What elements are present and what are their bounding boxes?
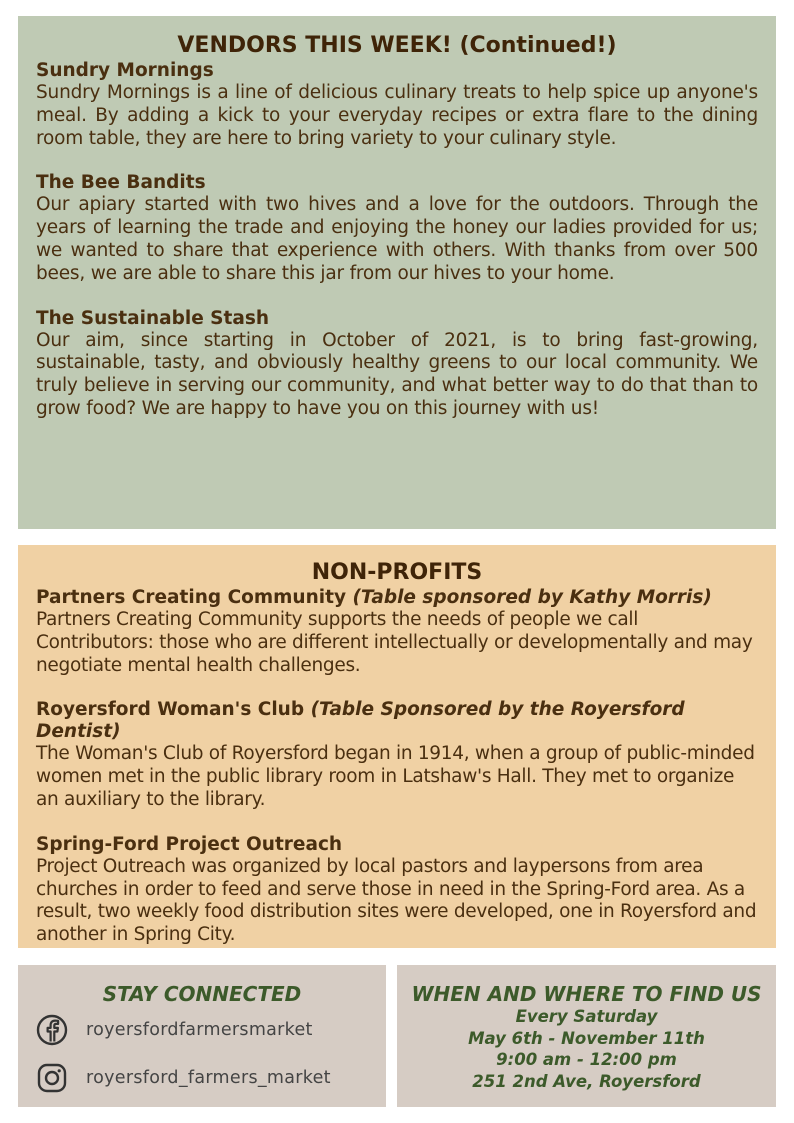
facebook-icon [36,1014,68,1046]
nonprofit-entry [36,699,758,811]
nonprofit-sponsor: (Table Sponsored by the Royersford Dentist) [36,699,685,743]
nonprofit-heading [36,699,758,743]
nonprofits-section [18,545,776,948]
vendor-description: Sundry Mornings is a line of delicious culinary treats to help spice up anyone's meal. By adding a kick to your everyday recipes or extra flare to the dining room table, they are here to bring variety to your culinary style. [36,82,758,149]
nonprofit-name: Spring-Ford Project Outreach [36,833,343,855]
instagram-handle: royersford_farmers_market [86,1068,331,1088]
nonprofit-entry [36,834,758,947]
market-hours: 9:00 am - 12:00 pm [496,1050,677,1069]
location-title: WHEN AND WHERE TO FIND US [411,982,762,1006]
vendor-description: Our apiary started with two hives and a love for the outdoors. Through the years of learning the trade and enjoying the honey our ladies provided for us; we wanted to share that experience with others. With thanks from over 500 bees, we are able to share this jar from our hives to your home. [36,194,758,284]
nonprofit-description: The Woman's Club of Royersford began in 1914, when a group of public-minded women met in the public library room in Latshaw's Hall. They met to organize an auxiliary to the library. [36,743,755,810]
nonprofit-heading [36,834,758,856]
nonprofit-description: Project Outreach was organized by local pastors and laypersons from area churches in order to feed and serve those in need in the Spring-Ford area. As a result, two weekly food distribution sites were developed, one in Royersford and another in Spring City. [36,855,757,946]
vendors-title: VENDORS THIS WEEK! (Continued!) [177,33,617,58]
vendor-name: Sundry Mornings [36,60,214,81]
nonprofit-entry [36,587,758,677]
nonprofits-title: NON-PROFITS [311,560,483,585]
market-day: Every Saturday [515,1007,658,1026]
vendor-entry [36,60,758,150]
instagram-link[interactable] [36,1062,331,1094]
vendor-name: The Sustainable Stash [36,307,270,329]
vendor-description: Our aim, since starting in October of 2021, is to bring fast-growing, sustainable, tasty, and obviously healthy greens to our local community. We truly believe in serving our community, and what better way to do that than to grow food? We are happy to have you on this journey with us! [36,329,758,419]
facebook-handle: royersfordfarmersmarket [86,1020,313,1040]
market-dates: May 6th - November 11th [468,1028,705,1048]
instagram-icon [36,1062,68,1094]
nonprofit-sponsor: (Table sponsored by Kathy Morris) [352,587,712,608]
vendor-name: The Bee Bandits [36,172,206,194]
vendor-entry [36,308,758,421]
stay-connected-title: STAY CONNECTED [102,982,302,1006]
nonprofit-description: Partners Creating Community supports the needs of people we call Contributors: those who are different intellectually or developmentally and may negotiate mental health challenges. [36,609,753,676]
nonprofit-heading [36,587,758,609]
vendor-entry [36,172,758,285]
vendors-section [18,16,776,529]
location-panel [397,965,776,1107]
stay-connected-panel [18,965,386,1107]
nonprofit-name: Partners Creating Community [36,587,347,608]
nonprofit-name: Royersford Woman's Club [36,699,305,721]
facebook-link[interactable] [36,1014,313,1046]
market-address: 251 2nd Ave, Royersford [472,1071,701,1091]
